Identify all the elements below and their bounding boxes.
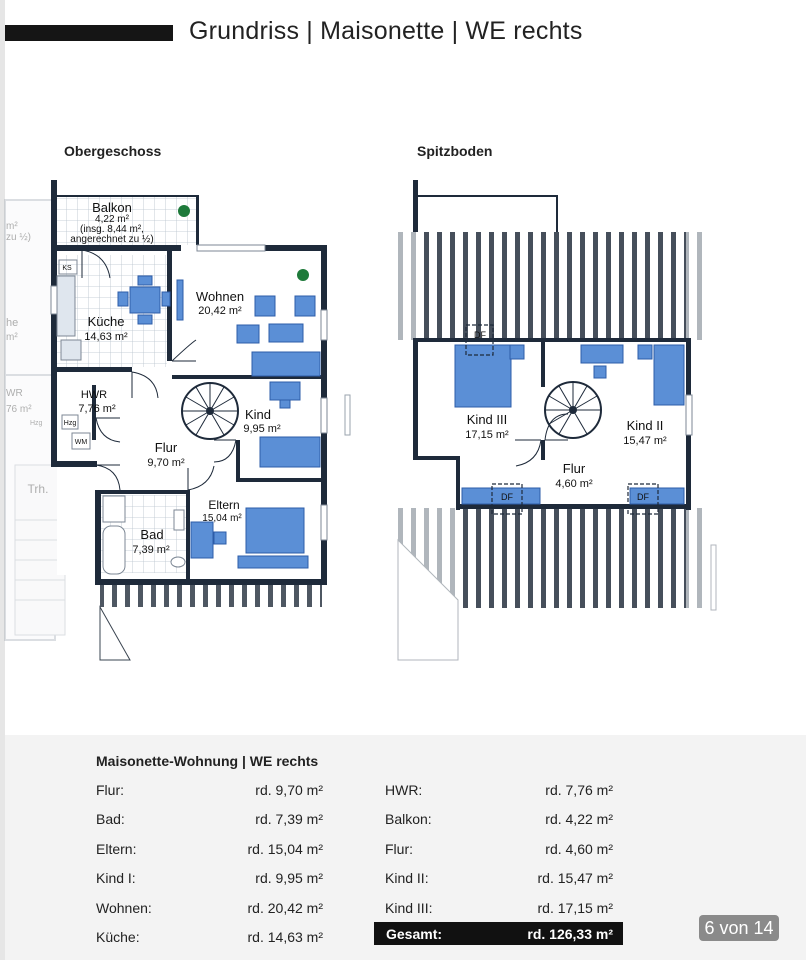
upper-floor-label: Obergeschoss: [64, 143, 162, 159]
spiral-stair: [182, 383, 238, 439]
room-area-kueche: 14,63 m²: [84, 331, 128, 343]
table-row-label: Küche:: [96, 929, 140, 945]
neighbor-fragment: he: [6, 317, 19, 329]
page-title: Grundriss | Maisonette | WE rechts: [189, 17, 583, 45]
room-name-eltern: Eltern: [208, 498, 240, 512]
neighbor-fragment: WR: [6, 388, 23, 399]
roof-window-label: DF: [501, 492, 513, 502]
room-area-flur-attic: 4,60 m²: [555, 478, 593, 490]
table-row-label: Kind II:: [385, 870, 429, 886]
table-row-value: rd. 4,22 m²: [545, 811, 613, 827]
table-row-value: rd. 7,76 m²: [545, 782, 613, 798]
floor-plans: [0, 170, 806, 670]
room-name-wohnen: Wohnen: [195, 289, 245, 304]
room-name-kueche: Küche: [87, 314, 125, 329]
lower-stairs: [100, 585, 322, 660]
neighbor-fragment: m²: [6, 221, 18, 232]
table-row-label: Wohnen:: [96, 900, 152, 916]
room-name-kind: Kind: [244, 407, 272, 422]
attic-label: Spitzboden: [417, 143, 493, 159]
room-area-kind2: 15,47 m²: [623, 435, 667, 447]
neighbor-fragment: m²: [6, 332, 18, 343]
table-row-label: Balkon:: [385, 811, 432, 827]
total-row: [374, 922, 623, 945]
total-label: Gesamt:: [386, 926, 443, 942]
neighbor-fragment: 76 m²: [6, 404, 32, 415]
room-name-flur: Flur: [154, 440, 178, 455]
room-area-kind3: 17,15 m²: [465, 429, 509, 441]
room-area-hwr: 7,76 m²: [78, 403, 116, 415]
room-name-bad: Bad: [140, 527, 164, 542]
total-value: rd. 126,33 m²: [527, 926, 613, 942]
table-row-value: rd. 4,60 m²: [545, 841, 613, 857]
room-name-balkon: Balkon: [92, 200, 132, 215]
room-note2-balkon: angerechnet zu ½): [70, 234, 154, 245]
room-name-hwr: HWR: [80, 389, 108, 401]
room-name-flur-attic: Flur: [562, 461, 586, 476]
table-row-value: rd. 20,42 m²: [247, 900, 323, 916]
table-row-value: rd. 17,15 m²: [537, 900, 613, 916]
upper-floor-plan: [51, 180, 350, 660]
room-area-kind: 9,95 m²: [243, 423, 281, 435]
washer-label: WM: [74, 439, 88, 446]
table-row-value: rd. 9,95 m²: [255, 870, 323, 886]
neighbor-fragment: Hzg: [30, 420, 43, 427]
table-row-value: rd. 14,63 m²: [247, 929, 323, 945]
room-area-wohnen: 20,42 m²: [198, 305, 242, 317]
table-row-label: Kind III:: [385, 900, 433, 916]
table-row-label: Flur:: [385, 841, 413, 857]
room-area-eltern: 15,04 m²: [202, 513, 242, 524]
table-row-value: rd. 15,04 m²: [247, 841, 323, 857]
page-indicator: 6 von 14: [699, 915, 779, 941]
roof-window-label: DF: [637, 492, 649, 502]
table-row-label: HWR:: [385, 782, 423, 798]
table-row-label: Eltern:: [96, 841, 137, 857]
table-row-label: Kind I:: [96, 870, 136, 886]
attic-plan: [398, 180, 716, 660]
table-row-value: rd. 15,47 m²: [537, 870, 613, 886]
table-title: Maisonette-Wohnung | WE rechts: [96, 753, 319, 769]
attic-spiral-stair: [545, 382, 601, 438]
stair-label: Trh.: [27, 482, 49, 496]
roof-window-label: DF: [474, 330, 486, 340]
neighbor-fragment: zu ½): [6, 232, 32, 243]
room-name-kind2: Kind II: [626, 418, 664, 433]
table-row-label: Bad:: [96, 811, 125, 827]
room-area-bad: 7,39 m²: [132, 544, 170, 556]
heating-label: Hzg: [63, 420, 77, 427]
table-row-value: rd. 7,39 m²: [255, 811, 323, 827]
room-area-balkon: 4,22 m²: [95, 214, 129, 225]
room-area-flur: 9,70 m²: [147, 457, 185, 469]
fridge-label: KS: [62, 265, 72, 272]
table-row-value: rd. 9,70 m²: [255, 782, 323, 798]
table-row-label: Flur:: [96, 782, 124, 798]
room-name-kind3: Kind III: [466, 412, 508, 427]
room-note-balkon: (insg. 8,44 m²,: [80, 224, 144, 235]
header-bar: [5, 25, 173, 41]
